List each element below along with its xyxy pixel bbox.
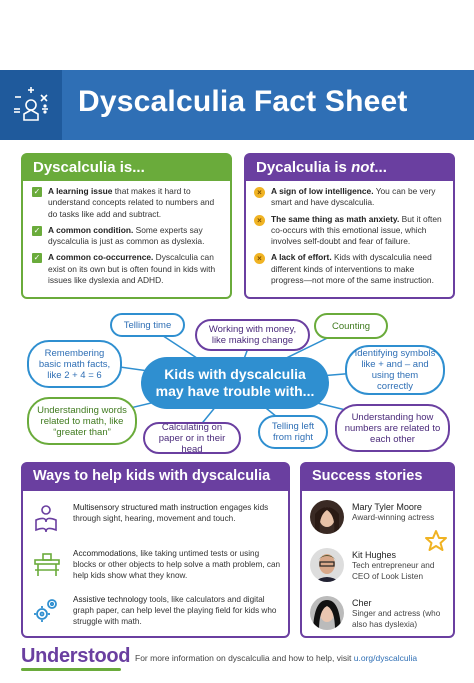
page-title: Dyscalculia Fact Sheet (78, 85, 408, 118)
star-icon (424, 529, 448, 553)
center-line-1: Kids with dyscalculia (164, 366, 306, 382)
success-box-title: Success stories (302, 464, 453, 491)
not-title-suffix: ... (374, 159, 387, 176)
not-title-prefix: Dycalculia is (256, 159, 352, 176)
fact-bold: The same thing as math anxiety. (271, 213, 400, 224)
x-mark-icon: × (254, 215, 265, 226)
help-body: tools, like calculators and digital graph paper, can help level the playing field for kids who struggle with math. (73, 595, 277, 626)
fact-bold: A learning issue (48, 186, 113, 196)
is-box-title: Dyscalculia is... (23, 155, 230, 181)
fact-bold: A common co-occurrence. (48, 252, 154, 263)
bubble-numbers-related: Understanding how numbers are related to each other (335, 404, 450, 452)
person-name: Kit Hughes (352, 550, 397, 560)
help-body: engages kids through sight, hearing, movement and touch. (73, 503, 269, 523)
logo-underline (21, 668, 121, 671)
help-box-title: Ways to help kids with dyscalculia (23, 464, 288, 491)
fact-text: Kids with dyscalculia need different kinds of interventions to make progress—not more of the same instruction. (271, 252, 434, 286)
bubble-counting: Counting (314, 313, 388, 339)
checkmark-icon: ✓ (33, 187, 41, 196)
help-text (73, 594, 283, 627)
fact-text: that makes it hard to understand concepts related to numbers and do tasks like add and subtract. (48, 186, 215, 219)
bubble-telling-time: Telling time (110, 313, 185, 337)
help-item (31, 594, 286, 638)
footer-link[interactable]: u.org/dyscalculia (353, 653, 418, 663)
bubble-math-facts: Remembering basic math facts, like 2 + 4 = 6 (27, 340, 122, 388)
diagram-center-bubble (141, 357, 329, 409)
bubble-calculating: Calculating on paper or in their head (143, 422, 241, 454)
help-body: like taking untimed tests or using blocks or other objects to help solve a math problem, can help kids show what they know. (73, 549, 281, 580)
help-text (73, 502, 283, 524)
bubble-math-words: Understanding words related to math, like “greater than” (27, 397, 137, 445)
person-desc: Award-winning actress (352, 513, 435, 522)
fact-bold: A lack of effort. (271, 252, 332, 263)
person-desc: Tech entrepreneur and CEO of Look Listen (352, 561, 435, 581)
bubble-symbols: Identifying symbols like + and – and using them correctly (345, 345, 445, 395)
person-entry (310, 596, 450, 636)
person-desc: Singer and actress (who also has dyslexia) (352, 609, 441, 629)
person-name: Cher (352, 598, 372, 608)
fact-text: But it often co-occurs with this emotional issue, which involves self-doubt and fear of failure. (271, 213, 442, 247)
fact-text: Dyscalculia can exist on its own but is often found in kids with issues like dyslexia and ADHD. (48, 252, 216, 286)
help-text (73, 548, 283, 581)
reading-child-icon (33, 504, 59, 534)
person-name: Mary Tyler Moore (352, 502, 422, 512)
help-item (31, 548, 286, 592)
footer-text (135, 653, 465, 663)
help-bold: Assistive technology (73, 595, 148, 604)
avatar (310, 500, 344, 534)
footer-message: For more information on dyscalculia and how to help, visit (135, 653, 354, 663)
x-mark-icon: × (254, 187, 265, 198)
person-entry (310, 548, 450, 588)
checkmark-icon: ✓ (33, 225, 41, 235)
fact-text: You can be very smart and have dyscalculia. (271, 186, 436, 208)
bubble-left-right: Telling left from right (258, 415, 328, 449)
fact-text: Some experts say dyscalculia is just as common as dyslexia. (48, 224, 205, 247)
bubble-money: Working with money, like making change (195, 319, 310, 351)
avatar (310, 596, 344, 630)
ways-to-help-box (21, 462, 290, 638)
help-bold: Accommodations, (73, 549, 139, 558)
checkmark-icon: ✓ (33, 253, 41, 263)
help-item (31, 502, 286, 546)
fact-bold: A common condition. (48, 224, 134, 235)
gears-icon (33, 596, 59, 626)
desk-icon (33, 550, 59, 580)
center-line-2: may have trouble with... (155, 383, 315, 399)
x-mark-icon: × (254, 253, 265, 264)
help-bold: Multisensory structured math instruction (73, 503, 218, 512)
avatar (310, 548, 344, 582)
fact-bold: A sign of low intelligence. (271, 186, 374, 196)
not-title-emphasis: not (351, 159, 375, 176)
success-stories-box (300, 462, 455, 638)
understood-logo[interactable]: Understood (21, 645, 131, 667)
